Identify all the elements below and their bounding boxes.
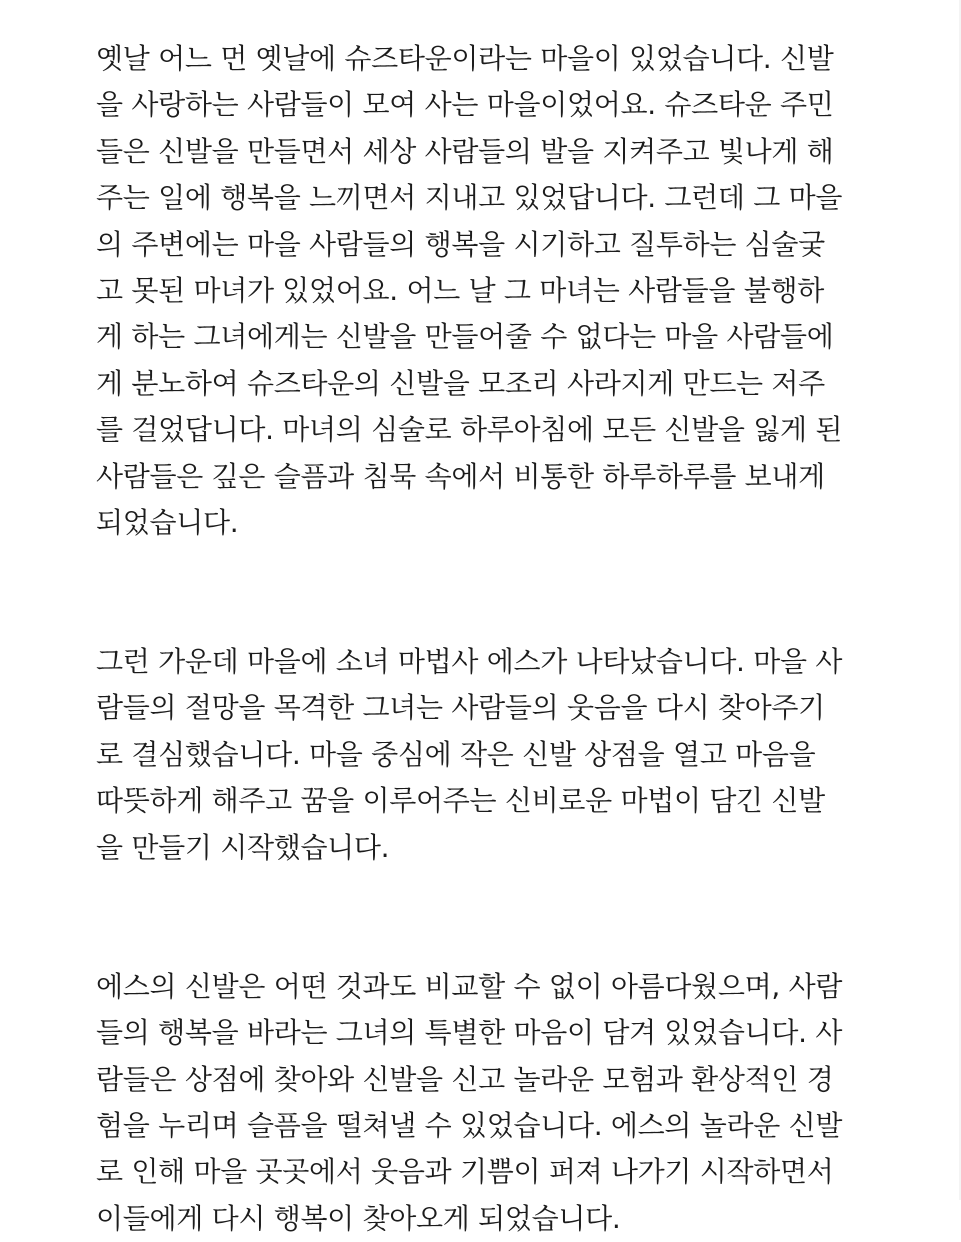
paragraph-gap (96, 917, 896, 963)
text-line: 를 걸었답니다. 마녀의 심술로 하루아침에 모든 신발을 잃게 된 (96, 413, 843, 447)
text-line: 그런 가운데 마을에 소녀 마법사 에스가 나타났습니다. 마을 사 (96, 645, 843, 679)
text-line: 의 주변에는 마을 사람들의 행복을 시기하고 질투하는 심술궂 (96, 227, 825, 261)
text-line: 게 하는 그녀에게는 신발을 만들어줄 수 없다는 마을 사람들에 (96, 320, 834, 354)
text-line: 로 인해 마을 곳곳에서 웃음과 기쁨이 퍼져 나가기 시작하면서 (96, 1155, 834, 1189)
text-line: 사람들은 깊은 슬픔과 침묵 속에서 비통한 하루하루를 보내게 (96, 459, 825, 493)
text-line: 되었습니다. (96, 505, 239, 539)
paragraph-1 (96, 36, 896, 546)
text-line: 을 사랑하는 사람들이 모여 사는 마을이었어요. 슈즈타운 주민 (96, 88, 834, 122)
text-line: 게 분노하여 슈즈타운의 신발을 모조리 사라지게 만드는 저주 (96, 366, 825, 400)
paragraph-gap (96, 871, 896, 917)
text-line: 주는 일에 행복을 느끼면서 지내고 있었답니다. 그런데 그 마을 (96, 181, 843, 215)
paragraph-3 (96, 964, 896, 1242)
text-line: 로 결심했습니다. 마을 중심에 작은 신발 상점을 열고 마음을 (96, 737, 816, 771)
text-line: 들의 행복을 바라는 그녀의 특별한 마음이 담겨 있었습니다. 사 (96, 1016, 843, 1050)
text-line: 옛날 어느 먼 옛날에 슈즈타운이라는 마을이 있었습니다. 신발 (96, 42, 834, 75)
text-line: 람들의 절망을 목격한 그녀는 사람들의 웃음을 다시 찾아주기 (96, 691, 825, 725)
story-text (96, 36, 896, 1242)
text-line: 이들에게 다시 행복이 찾아오게 되었습니다. (96, 1201, 621, 1235)
text-line: 고 못된 마녀가 있었어요. 어느 날 그 마녀는 사람들을 불행하 (96, 273, 824, 307)
text-line: 험을 누리며 슬픔을 떨쳐낼 수 있었습니다. 에스의 놀라운 신발 (96, 1108, 843, 1142)
text-line: 람들은 상점에 찾아와 신발을 신고 놀라운 모험과 환상적인 경 (96, 1062, 834, 1096)
text-line: 을 만들기 시작했습니다. (96, 830, 390, 864)
paragraph-gap (96, 546, 896, 592)
paragraph-2 (96, 639, 896, 871)
text-line: 따뜻하게 해주고 꿈을 이루어주는 신비로운 마법이 담긴 신발 (96, 784, 825, 818)
text-line: 들은 신발을 만들면서 세상 사람들의 발을 지켜주고 빛나게 해 (96, 134, 834, 168)
paragraph-gap (96, 593, 896, 639)
text-line: 에스의 신발은 어떤 것과도 비교할 수 없이 아름다웠으며, 사람 (96, 969, 843, 1003)
